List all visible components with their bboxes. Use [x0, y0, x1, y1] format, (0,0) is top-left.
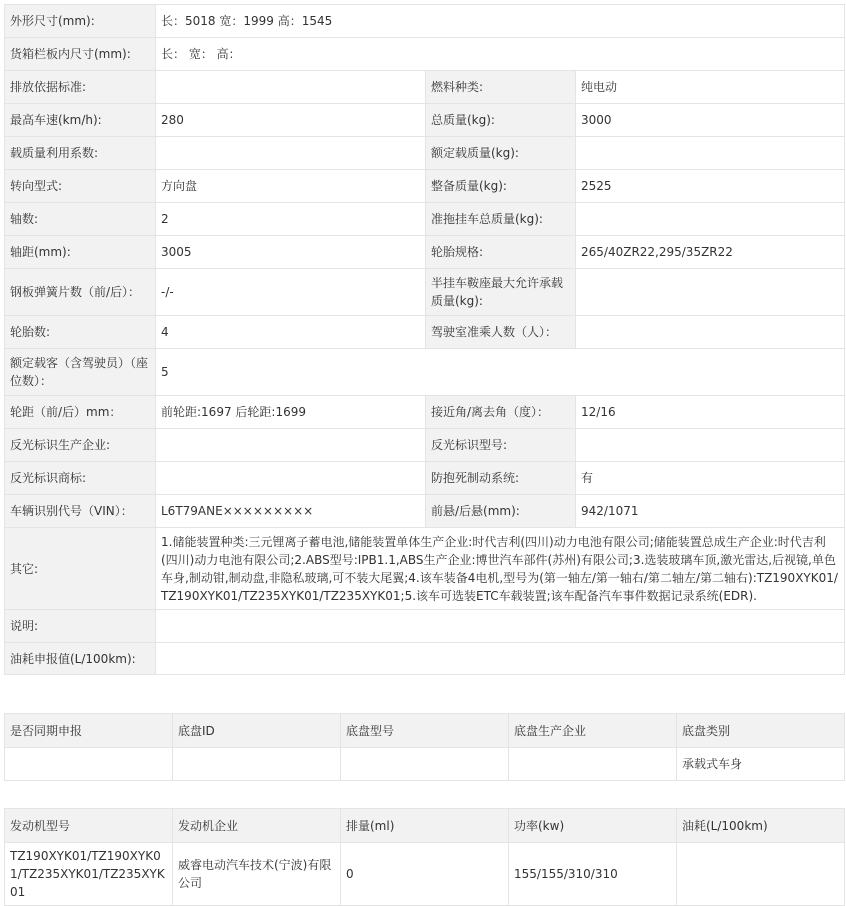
engine-cell-maker: 威睿电动汽车技术(宁波)有限公司 — [173, 843, 341, 906]
max-speed-value: 280 — [156, 104, 426, 137]
curb-mass-value: 2525 — [576, 170, 845, 203]
cargo-dims-label: 货箱栏板内尺寸(mm): — [5, 38, 156, 71]
spec-row-note — [5, 610, 845, 643]
spec-row — [5, 104, 845, 137]
tire-spec-value: 265/40ZR22,295/35ZR22 — [576, 236, 845, 269]
reflect-maker-label: 反光标识生产企业: — [5, 429, 156, 462]
other-value: 1.储能装置种类:三元锂离子蓄电池,储能装置单体生产企业:时代吉利(四川)动力电池有限公司;储能装置总成生产企业:时代吉利(四川)动力电池有限公司;2.ABS型号:IPB1.1,ABS生产企业:博世汽车部件(苏州)有限公司;3.选装玻璃车顶,激光雷达,后视镜,单色车身,制动钳,制动盘,非隐私玻璃,可不装大尾翼;4.该车装备4电机,型号为(第一轴左/第一轴右/第二轴左/第二轴右):TZ190XYK01/TZ190XYK01/TZ235XYK01/TZ235XYK01;5.该车可选装ETC车载装置;该车配备汽车事件数据记录系统(EDR). — [156, 528, 845, 610]
engine-cell-power: 155/155/310/310 — [509, 843, 677, 906]
total-mass-value: 3000 — [576, 104, 845, 137]
steering-label: 转向型式: — [5, 170, 156, 203]
chassis-header-type: 底盘类别 — [677, 714, 845, 748]
spec-row — [5, 236, 845, 269]
load-coef-label: 载质量利用系数: — [5, 137, 156, 170]
chassis-header-sync: 是否同期申报 — [5, 714, 173, 748]
engine-header-fuel: 油耗(L/100km) — [677, 809, 845, 843]
total-mass-label: 总质量(kg): — [426, 104, 576, 137]
max-speed-label: 最高车速(km/h): — [5, 104, 156, 137]
rated-load-label: 额定载质量(kg): — [426, 137, 576, 170]
engine-cell-fuel — [677, 843, 845, 906]
spec-row — [5, 429, 845, 462]
spec-row — [5, 170, 845, 203]
reflect-model-value — [576, 429, 845, 462]
wheelbase-value: 3005 — [156, 236, 426, 269]
angles-value: 12/16 — [576, 396, 845, 429]
chassis-header-model: 底盘型号 — [341, 714, 509, 748]
reflect-brand-label: 反光标识商标: — [5, 462, 156, 495]
trailer-mass-value — [576, 203, 845, 236]
dimensions-label: 外形尺寸(mm): — [5, 5, 156, 38]
spec-row-other — [5, 528, 845, 610]
spec-row-cargo-dims — [5, 38, 845, 71]
fuel-type-value: 纯电动 — [576, 71, 845, 104]
reflect-model-label: 反光标识型号: — [426, 429, 576, 462]
angles-label: 接近角/离去角（度）： — [426, 396, 576, 429]
cab-seats-value — [576, 316, 845, 349]
abs-value: 有 — [576, 462, 845, 495]
engine-cell-model: TZ190XYK01/TZ190XYK01/TZ235XYK01/TZ235XYK01 — [5, 843, 173, 906]
tire-spec-label: 轮胎规格: — [426, 236, 576, 269]
engine-table — [4, 808, 845, 906]
rated-load-value — [576, 137, 845, 170]
load-coef-value — [156, 137, 426, 170]
note-value — [156, 610, 845, 643]
spec-row-passengers — [5, 349, 845, 396]
steering-value: 方向盘 — [156, 170, 426, 203]
axles-label: 轴数: — [5, 203, 156, 236]
chassis-cell-maker — [509, 748, 677, 781]
vin-value: L6T79ANE××××××××× — [156, 495, 426, 528]
spec-row-dimensions — [5, 5, 845, 38]
track-value: 前轮距:1697 后轮距:1699 — [156, 396, 426, 429]
cab-seats-label: 驾驶室准乘人数（人）： — [426, 316, 576, 349]
note-label: 说明: — [5, 610, 156, 643]
chassis-cell-type: 承载式车身 — [677, 748, 845, 781]
engine-header-displacement: 排量(ml) — [341, 809, 509, 843]
spec-row-fuel-consumption — [5, 643, 845, 675]
tire-count-value: 4 — [156, 316, 426, 349]
chassis-table — [4, 713, 845, 781]
curb-mass-label: 整备质量(kg): — [426, 170, 576, 203]
spec-row — [5, 462, 845, 495]
fuel-type-label: 燃料种类: — [426, 71, 576, 104]
spec-row — [5, 203, 845, 236]
fuel-consumption-label: 油耗申报值(L/100km): — [5, 643, 156, 675]
chassis-cell-model — [341, 748, 509, 781]
spec-row — [5, 137, 845, 170]
track-label: 轮距（前/后）mm： — [5, 396, 156, 429]
vehicle-spec-table — [4, 4, 845, 675]
spec-row — [5, 396, 845, 429]
passengers-label: 额定载客（含驾驶员）（座位数）： — [5, 349, 156, 396]
reflect-brand-value — [156, 462, 426, 495]
engine-header-model: 发动机型号 — [5, 809, 173, 843]
emission-std-label: 排放依据标准: — [5, 71, 156, 104]
cargo-dims-value: 长： 宽： 高： — [156, 38, 845, 71]
engine-header-row — [5, 809, 845, 843]
engine-header-power: 功率(kw) — [509, 809, 677, 843]
fuel-consumption-value — [156, 643, 845, 675]
engine-cell-displacement: 0 — [341, 843, 509, 906]
chassis-header-maker: 底盘生产企业 — [509, 714, 677, 748]
dimensions-value: 长：5018 宽：1999 高：1545 — [156, 5, 845, 38]
emission-std-value — [156, 71, 426, 104]
leaf-springs-value: -/- — [156, 269, 426, 316]
tire-count-label: 轮胎数: — [5, 316, 156, 349]
engine-header-maker: 发动机企业 — [173, 809, 341, 843]
axles-value: 2 — [156, 203, 426, 236]
table-row — [5, 748, 845, 781]
spec-row — [5, 316, 845, 349]
vin-label: 车辆识别代号（VIN）： — [5, 495, 156, 528]
spec-row — [5, 269, 845, 316]
chassis-cell-id — [173, 748, 341, 781]
leaf-springs-label: 钢板弹簧片数（前/后）： — [5, 269, 156, 316]
wheelbase-label: 轴距(mm): — [5, 236, 156, 269]
overhang-value: 942/1071 — [576, 495, 845, 528]
abs-label: 防抱死制动系统: — [426, 462, 576, 495]
trailer-mass-label: 准拖挂车总质量(kg): — [426, 203, 576, 236]
chassis-cell-sync — [5, 748, 173, 781]
spec-row — [5, 71, 845, 104]
passengers-value: 5 — [156, 349, 845, 396]
reflect-maker-value — [156, 429, 426, 462]
spec-row — [5, 495, 845, 528]
chassis-header-row — [5, 714, 845, 748]
table-row — [5, 843, 845, 906]
saddle-load-value — [576, 269, 845, 316]
saddle-load-label: 半挂车鞍座最大允许承载质量(kg): — [426, 269, 576, 316]
overhang-label: 前悬/后悬(mm): — [426, 495, 576, 528]
other-label: 其它: — [5, 528, 156, 610]
chassis-header-id: 底盘ID — [173, 714, 341, 748]
